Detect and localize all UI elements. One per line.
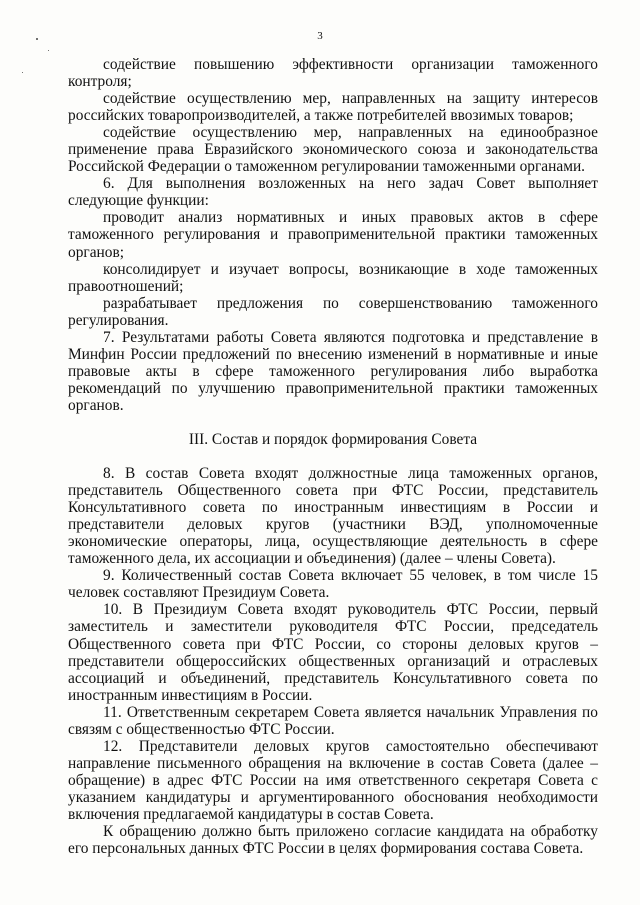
paragraph: 11. Ответственным секретарем Совета является начальник Управления по связям с общественностью ФТС России. [68,703,598,738]
scan-speck [48,50,49,51]
paragraph: 7. Результатами работы Совета являются подготовка и представление в Минфин России предложений по внесению изменений в нормативные и иные правовые акты в сфере таможенного регулирования либо выработка рекомендаций по улучшению правоприменительной практики таможенных органов. [68,328,598,414]
paragraph: 8. В состав Совета входят должностные лица таможенных органов, представитель Общественного совета при ФТС России, представитель Консультативного совета по иностранным инвестициям в России и представители деловых кругов (участники ВЭД, уполномоченные экономические операторы, лица, осуществляющие деятельность в сфере таможенного дела, их ассоциации и объединения) (далее – члены Совета). [68,465,598,568]
paragraph: содействие осуществлению мер, направленных на единообразное применение права Евразийского экономического союза и законодательства Российской Федерации о таможенном регулировании таможенными органами. [68,124,598,176]
paragraph: К обращению должно быть приложено согласие кандидата на обработку его персональных данных ФТС России в целях формирования состава Совета. [68,823,598,858]
document-body [68,56,598,857]
paragraph: 12. Представители деловых кругов самостоятельно обеспечивают направление письменного обращения на включение в состав Совета (далее – обращение) в адрес ФТС России на имя ответственного секретаря Совета с указанием кандидатуры и аргументированного обоснования необходимости включения предлагаемой кандидатуры в состав Совета. [68,737,598,823]
paragraph: 6. Для выполнения возложенных на него задач Совет выполняет следующие функции: [68,175,598,210]
scan-speck [36,38,38,40]
section-title: III. Состав и порядок формирования Совета [188,430,478,448]
paragraph: 10. В Президиум Совета входят руководитель ФТС России, первый заместитель и заместители руководителя ФТС России, председатель Общественного совета при ФТС России, со стороны деловых кругов – представители общероссийских общественных организаций и отраслевых ассоциаций и объединений, представитель Консультативного совета по иностранным инвестициям в России. [68,601,598,704]
page-number: 3 [317,30,323,42]
paragraph: содействие осуществлению мер, направленных на защиту интересов российских товаропроизводителей, а также потребителей ввозимых товаров; [68,90,598,125]
paragraph: 9. Количественный состав Совета включает 55 человек, в том числе 15 человек составляют Президиум Совета. [68,567,598,602]
paragraph: консолидирует и изучает вопросы, возникающие в ходе таможенных правоотношений; [68,260,598,295]
paragraph: разрабатывает предложения по совершенствованию таможенного регулирования. [68,294,598,329]
paragraph: содействие повышению эффективности организации таможенного контроля; [68,56,598,91]
paragraph: проводит анализ нормативных и иных правовых актов в сфере таможенного регулирования и правоприменительной практики таможенных органов; [68,209,598,261]
scan-speck [22,72,23,73]
